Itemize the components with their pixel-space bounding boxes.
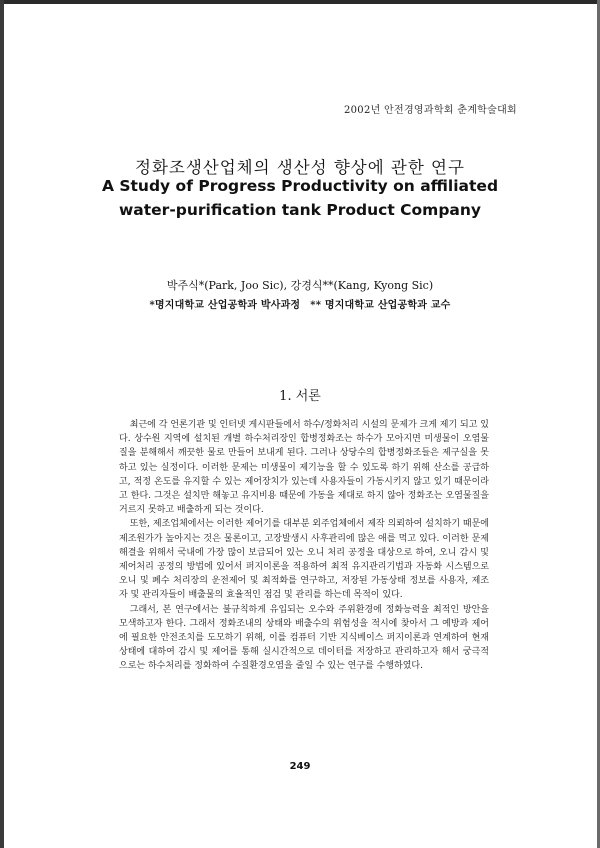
- section-heading: 1. 서론: [279, 389, 321, 404]
- paragraph: 그래서, 본 연구에서는 불규칙하게 유입되는 오수와 주위환경에 정화능력을 최적인 방안을 모색하고자 한다. 그래서 정화조내의 상태와 배출수의 위험성을 적시에 찾아서 그 예방과 제어에 필요한 안전조치를 도모하기 위해, 이를 컴퓨터 기반 지식베이스 퍼지이론과 연계하여 현재 상태에 대하여 감시 및 제어를 통해 실시간적으로 데이터를 저장하고 관리하고자 해서 궁극적으로는 하수처리를 정화하여 수질환경오염을 줄일 수 있는 연구를 수행하였다.: [119, 604, 489, 672]
- author-list: 박주식*(Park, Joo Sic), 강경식**(Kang, Kyong Sic): [166, 279, 434, 292]
- paragraph: 최근에 각 언론기관 및 인터넷 게시판들에서 하수/정화처리 시설의 문제가 크게 제기 되고 있다. 상수원 지역에 설치된 개별 하수처리장인 합병정화조는 하수가 모아지면 미생물이 오염물질을 분해해서 깨끗한 물로 만들어 보내게 된다. 그러나 상당수의 합병정화조들은 제구실을 못하고 있는 실정이다. 이러한 문제는 미생물이 제기능을 할 수 있도록 하기 위해 산소를 공급하고, 적정 온도를 유지할 수 있는 제어장치가 있는데 사용자들이 가동시키지 않고 있기 때문이라고 한다. 그것은 설치만 해놓고 유지비용 때문에 가동을 제대로 하지 않아 정화조는 오염물질을 거르지 못하고 배출하게 되는 것이다.: [119, 420, 489, 516]
- paper-title-english-line-1: A Study of Progress Productivity on affiliated: [101, 177, 499, 195]
- paper-title-english-line-2: water-purification tank Product Company: [118, 201, 482, 219]
- affiliation-2: ** 명지대학교 산업공학과 교수: [310, 300, 451, 311]
- page-number: 249: [289, 761, 311, 772]
- scan-edge-top: [0, 0, 600, 4]
- author-affiliations: [0, 296, 600, 311]
- conference-header: 2002년 안전경영과학회 춘계학술대회: [343, 105, 517, 116]
- paragraph: 또한, 제조업체에서는 이러한 제어기를 대부분 외주업체에서 제작 의뢰하여 설치하기 때문에 제조원가가 높아지는 것은 물론이고, 고장발생시 사후관리에 많은 애를 먹고 있다. 이러한 문제해결을 위해서 국내에 가장 많이 보급되어 있는 오니 처리 공정을 대상으로 하여, 오니 감시 및 제어처리 공정의 방법에 있어서 퍼지이론을 적용하여 최적 유지관리기법과 자동화 시스템으로 오니 및 폐수 처리장의 운전제어 및 최적화를 연구하고, 저장된 가동상태 정보를 사용자, 제조자 및 관리자들이 배출물의 효율적인 점검 및 관리를 하는데 목적이 있다.: [119, 519, 489, 601]
- affiliation-1: *명지대학교 산업공학과 박사과정: [149, 300, 301, 311]
- scan-edge-left: [0, 0, 4, 848]
- paper-title-korean: 정화조생산업체의 생산성 향상에 관한 연구: [135, 158, 465, 177]
- body-text: [119, 418, 489, 674]
